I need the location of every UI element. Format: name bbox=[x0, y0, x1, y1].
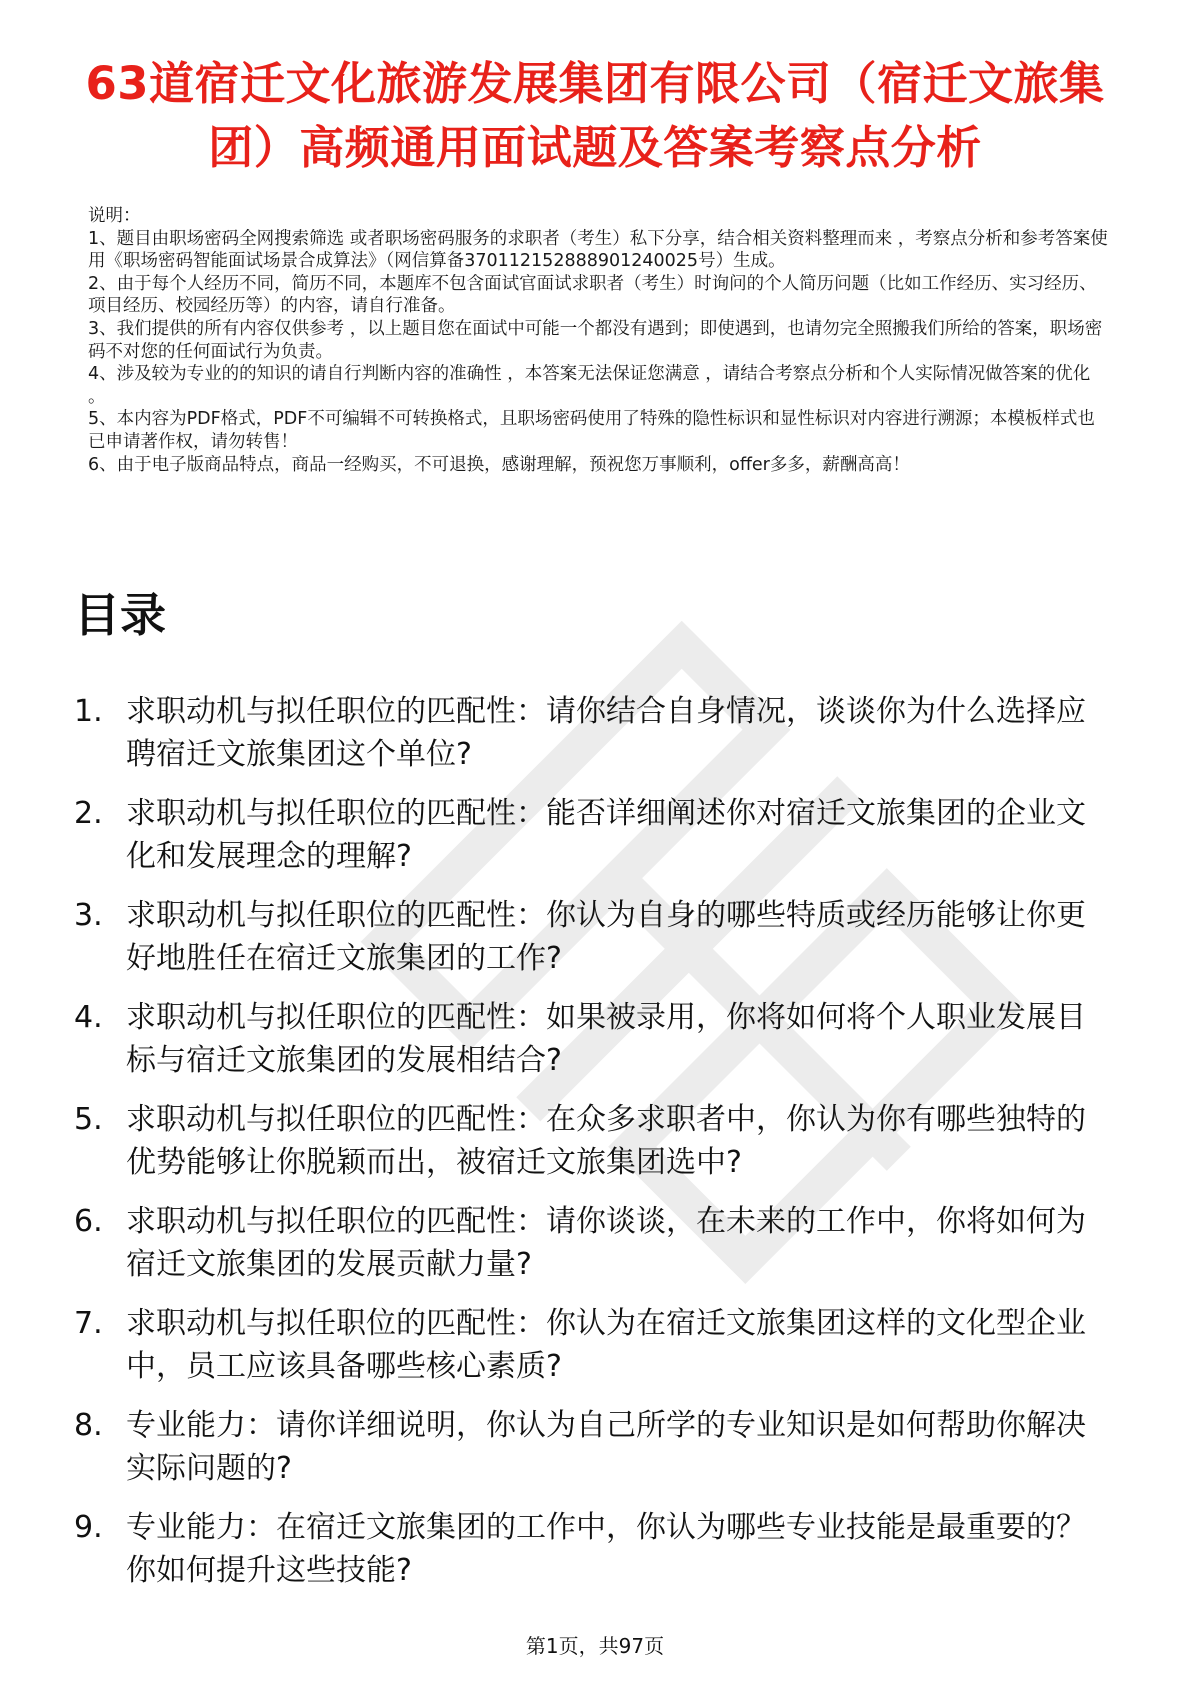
toc-item-text: 求职动机与拟任职位的匹配性：请你谈谈，在未来的工作中，你将如何为宿迁文旅集团的发展贡献力量? bbox=[126, 1204, 1086, 1282]
toc-item-number: 2. bbox=[74, 796, 103, 831]
toc-item[interactable] bbox=[74, 894, 1114, 980]
toc-item-number: 1. bbox=[74, 694, 103, 729]
toc-item[interactable] bbox=[74, 1098, 1114, 1184]
toc-item-text: 专业能力：在宿迁文旅集团的工作中，你认为哪些专业技能是最重要的？你如何提升这些技能? bbox=[126, 1510, 1086, 1588]
toc-item-text: 求职动机与拟任职位的匹配性：你认为自身的哪些特质或经历能够让你更好地胜任在宿迁文旅集团的工作? bbox=[126, 898, 1086, 976]
note-item-6: 6、由于电子版商品特点，商品一经购买，不可退换，感谢理解，预祝您万事顺利，offer多多，薪酬高高！ bbox=[88, 454, 910, 475]
toc-item-text: 求职动机与拟任职位的匹配性：能否详细阐述你对宿迁文旅集团的企业文化和发展理念的理解? bbox=[126, 796, 1086, 874]
toc-item[interactable] bbox=[74, 996, 1114, 1082]
notes-section bbox=[88, 205, 1108, 476]
note-item-3: 3、我们提供的所有内容仅供参考 ，以上题目您在面试中可能一个都没有遇到；即使遇到，也请勿完全照搬我们所给的答案，职场密码不对您的任何面试行为负责。 bbox=[88, 318, 1103, 362]
toc-item-number: 3. bbox=[74, 898, 103, 933]
page-footer: 第1页，共97页 bbox=[525, 1634, 665, 1658]
note-item-5: 5、本内容为PDF格式，PDF不可编辑不可转换格式，且职场密码使用了特殊的隐性标识和显性标识对内容进行溯源；本模板样式也已申请著作权，请勿转售！ bbox=[88, 409, 1095, 452]
toc-item-text: 求职动机与拟任职位的匹配性：在众多求职者中，你认为你有哪些独特的优势能够让你脱颖而出，被宿迁文旅集团选中? bbox=[126, 1102, 1086, 1180]
toc-item-text: 专业能力：请你详细说明，你认为自己所学的专业知识是如何帮助你解决实际问题的? bbox=[126, 1408, 1086, 1486]
toc-item-number: 9. bbox=[74, 1510, 103, 1545]
toc-item-text: 求职动机与拟任职位的匹配性：你认为在宿迁文旅集团这样的文化型企业中，员工应该具备哪些核心素质? bbox=[126, 1306, 1086, 1384]
toc-item-number: 7. bbox=[74, 1306, 103, 1341]
table-of-contents bbox=[74, 690, 1114, 1608]
document-title: 63道宿迁文化旅游发展集团有限公司（宿迁文旅集团）高频通用面试题及答案考察点分析 bbox=[85, 57, 1105, 174]
toc-item[interactable] bbox=[74, 1302, 1114, 1388]
note-item-4: 4、涉及较为专业的的知识的请自行判断内容的准确性 ，本答案无法保证您满意 ，请结合考察点分析和个人实际情况做答案的优化 。 bbox=[88, 364, 1091, 407]
toc-item-number: 4. bbox=[74, 1000, 103, 1035]
toc-item-text: 求职动机与拟任职位的匹配性：如果被录用，你将如何将个人职业发展目标与宿迁文旅集团的发展相结合? bbox=[126, 1000, 1086, 1078]
toc-item-number: 6. bbox=[74, 1204, 103, 1239]
note-item-1: 1、题目由职场密码全网搜索筛选 或者职场密码服务的求职者（考生）私下分享，结合相关资料整理而来 ，考察点分析和参考答案使用《职场密码智能面试场景合成算法》（网信算备370112152888901240025号）生成。 bbox=[88, 228, 1108, 272]
note-item-2: 2、由于每个人经历不同，简历不同，本题库不包含面试官面试求职者（考生）时询问的个人简历问题（比如工作经历、实习经历、项目经历、校园经历等）的内容，请自行准备。 bbox=[88, 273, 1097, 317]
toc-item[interactable] bbox=[74, 690, 1114, 776]
toc-heading: 目录 bbox=[74, 588, 166, 642]
toc-item-number: 8. bbox=[74, 1408, 103, 1443]
toc-item[interactable] bbox=[74, 792, 1114, 878]
toc-item[interactable] bbox=[74, 1506, 1114, 1592]
notes-heading: 说明： bbox=[88, 206, 141, 226]
toc-item[interactable] bbox=[74, 1200, 1114, 1286]
toc-item[interactable] bbox=[74, 1404, 1114, 1490]
toc-item-number: 5. bbox=[74, 1102, 103, 1137]
toc-item-text: 求职动机与拟任职位的匹配性：请你结合自身情况，谈谈你为什么选择应聘宿迁文旅集团这个单位? bbox=[126, 694, 1086, 772]
